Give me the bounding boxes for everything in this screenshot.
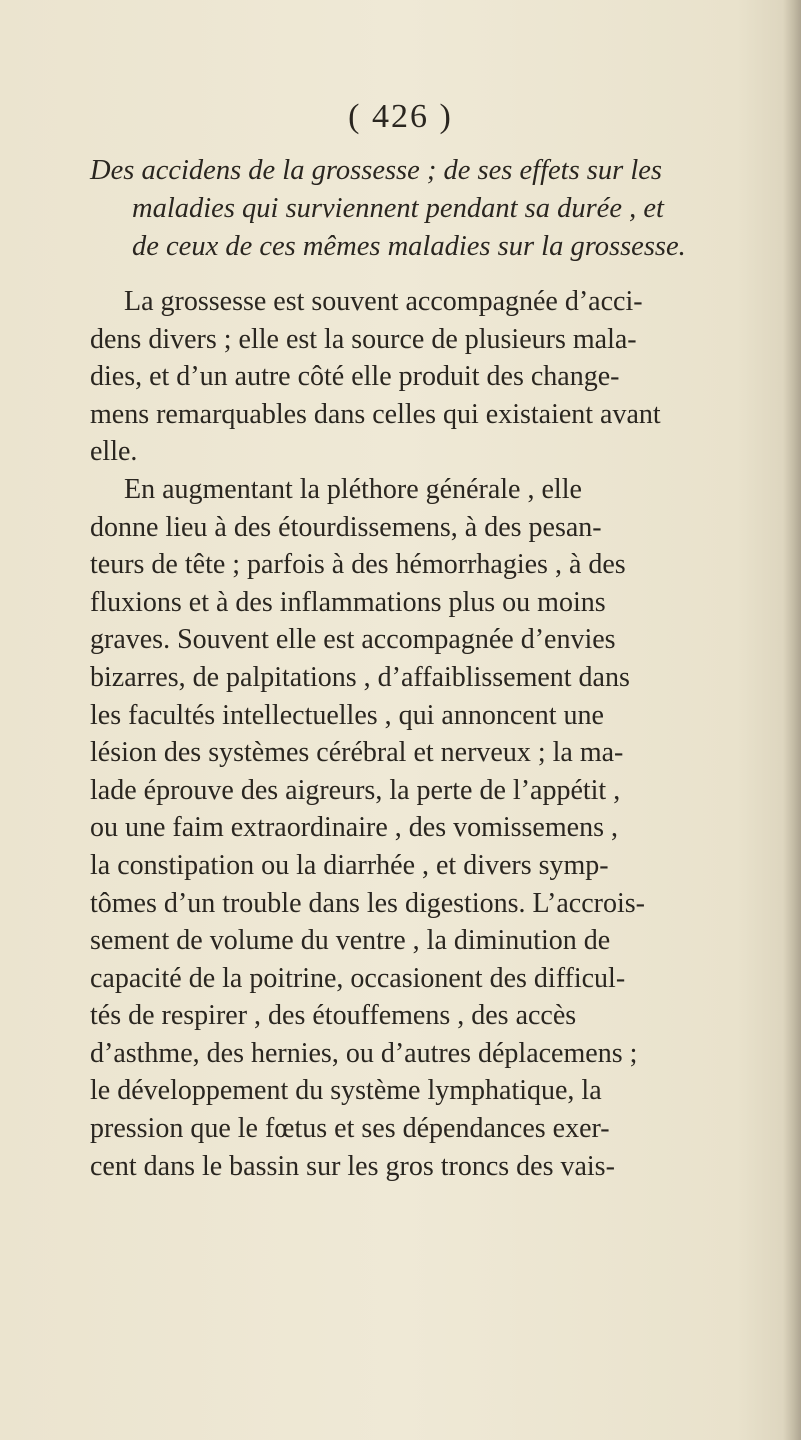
text-line: bizarres, de palpitations , d’affaiblissement dans [90, 661, 630, 693]
page-number: ( 426 ) [348, 98, 453, 135]
text-line: sement de volume du ventre , la diminution de [90, 925, 611, 957]
title-line: Des accidens de la grossesse ; de ses effets sur les [90, 155, 663, 186]
title-line: de ceux de ces mêmes maladies sur la grossesse. [132, 231, 686, 262]
text-line: En augmentant la pléthore générale , elle [124, 473, 582, 505]
text-line: capacité de la poitrine, occasionent des difficul- [90, 962, 626, 994]
text-line: cent dans le bassin sur les gros troncs des vais- [90, 1150, 615, 1182]
text-line: teurs de tête ; parfois à des hémorrhagies , à des [90, 549, 626, 581]
text-line: graves. Souvent elle est accompagnée d’envies [90, 624, 616, 656]
text-line: La grossesse est souvent accompagnée d’acci- [124, 286, 643, 317]
text-line: tômes d’un trouble dans les digestions. L’accrois- [90, 887, 645, 919]
title-line: maladies qui surviennent pendant sa durée , et [132, 193, 664, 224]
body-text [90, 283, 790, 1185]
text-line: tés de respirer , des étouffemens , des accès [90, 1000, 577, 1032]
text-line: donne lieu à des étourdissemens, à des pesan- [90, 511, 602, 543]
text-line: mens remarquables dans celles qui existaient avant [90, 398, 661, 430]
text-line: fluxions et à des inflammations plus ou moins [90, 586, 606, 618]
text-line: les facultés intellectuelles , qui annoncent une [90, 699, 604, 731]
text-line: pression que le fœtus et ses dépendances exer- [90, 1113, 610, 1145]
text-line: dens divers ; elle est la source de plusieurs mala- [90, 323, 637, 355]
text-line: le développement du système lymphatique, la [90, 1075, 602, 1107]
page-edge-shadow [783, 0, 801, 1440]
text-line: elle. [90, 436, 138, 468]
text-line: dies, et d’un autre côté elle produit des change- [90, 361, 620, 393]
text-line: lésion des systèmes cérébral et nerveux ; la ma- [90, 737, 624, 769]
section-title [90, 152, 790, 266]
text-line: ou une faim extraordinaire , des vomissemens , [90, 812, 618, 844]
text-line: lade éprouve des aigreurs, la perte de l’appétit , [90, 774, 621, 806]
text-line: la constipation ou la diarrhée , et divers symp- [90, 849, 609, 881]
text-line: d’asthme, des hernies, ou d’autres déplacemens ; [90, 1037, 638, 1069]
